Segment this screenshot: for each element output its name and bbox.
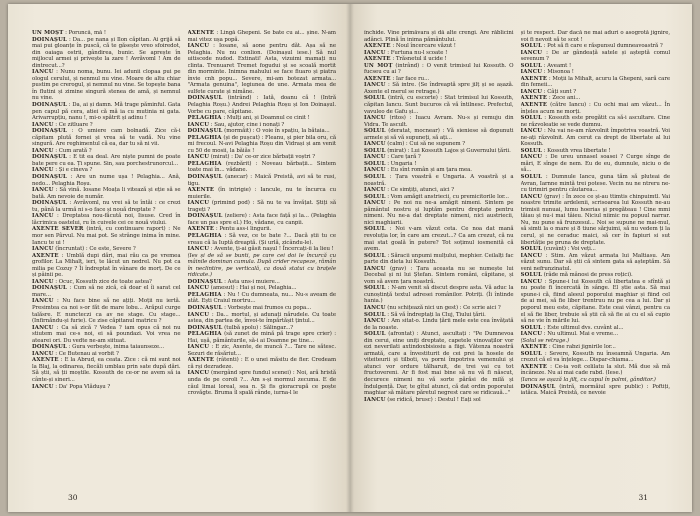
page-number: 31 [638, 493, 648, 502]
dialogue-text: închide. Vine primăvara și dă alte crengi. Are răblicini adânci. Plină în inima pământului. [364, 30, 514, 43]
text-columns [364, 30, 670, 484]
speaker-name: IANCU [187, 311, 210, 318]
dialogue-line [188, 200, 337, 213]
speaker-name: DOINAȘUL [187, 213, 223, 220]
dialogue-text: (grav) : În zece ce și-au ttimtis chinpuimtl. Vai noastre trimite ardelenii, scrisoarea lui Kossuth ne-au trimisii nunuai, lumu hoerias și pregăteau ! Cine mmi tăiau și nu-i mai tâieu. Niciul niimic nu popuul narrar. Nu, nu pune să frunzesul... Noi se supune ne mai-mul, să simti la o mare și 8 tiune sărjuimi, să nu vedem ți la cerul, și ne ceraduc maici, să cer în fapiuri si sut libertăție pe pruna de dreptate. [520, 193, 670, 246]
speaker-name: AXENTE [32, 252, 59, 259]
speaker-name: SOLUL [520, 272, 543, 279]
speaker-name: SOLUL [364, 226, 386, 233]
speaker-name: IANCU [520, 88, 543, 95]
speaker-name: SOLUL [364, 160, 386, 167]
dialogue-line [32, 285, 181, 298]
dialogue-text: : Pot să fi care e răspunsul dumneavoastră ? [543, 43, 663, 50]
speaker-name: DOINAȘUL [32, 36, 67, 43]
dialogue-text: (mergând spre fundul scenei) : Noi, ară hristă unda de pe coroli ?... Am s-și mormul zecuma. E de câul limai loreal, sea n. Și fis gioracrupă ce poște crovăgte. Bruma îl spală rânde, iurna-l le [187, 370, 336, 397]
dialogue-text: (râde mă mânosi de press roțici). [543, 272, 633, 279]
dialogue-text: (către Iancu) : Cu ochi mai am văzut... În înțeles acum ne morți. [520, 102, 670, 115]
dialogue-text: : Noi v-am văzut ceta. Ce noa dat mană revoluția lor, în care am crezut...? Ca am crezut, că nu mai stat goală în putere? Tot soțimul iosmenită că avem. [364, 226, 514, 253]
dialogue-line [364, 226, 514, 252]
speaker-name: IANCU [32, 187, 54, 194]
speaker-name: IANCU [32, 383, 54, 390]
dialogue-line [364, 82, 514, 95]
speaker-name: IANCU [32, 324, 54, 331]
dialogue-line [32, 69, 181, 102]
speaker-name: IANCU [187, 154, 210, 161]
speaker-name: IANCU [520, 154, 543, 161]
dialogue-text: și te respect. Dar dacă ne mai aduri o asogrotă jignire, voi fi nevoit să te scot ! [520, 30, 670, 43]
dialogue-line [32, 325, 181, 345]
dialogue-text: : Dumnule Iancu, guna tăm să pluteai de Avran, Iarnne mintă trei potese. Vecin nu ne ntreru ne-cu tirimiri pentru căutarea... [520, 174, 670, 194]
speaker-name: IANCU [364, 318, 386, 325]
dialogue-text: : Să intre. (Se îndreaptă spre jilț și se așază. Axente el merul se retrage.) [364, 82, 514, 95]
dialogue-text: (anecar) : Maică Preistă, avi să te rusi, tigu. [187, 174, 336, 187]
dialogue-line [364, 128, 514, 141]
dialogue-line [521, 154, 671, 174]
dialogue-text: : Nu ! Cu dumneata, nu... Nu-s aveam de atât. Ești Craiul mortru... [187, 291, 336, 305]
speaker-name: DOINAȘUL [32, 154, 67, 161]
dialogue-text: : Da' Popa Vlădușu ? [55, 383, 111, 390]
dialogue-text: : Ungaria ! [387, 160, 417, 167]
dialogue-text: : Țara voastră e Ungaria. A voastră și a noastră. [364, 174, 514, 187]
dialogue-text: : Zece ani... [548, 95, 581, 102]
dialogue-text: (zeliere) : Asta face față și la... (Pelaghia face un pas spre el.) Ho, vădane, cu canpii. [187, 213, 336, 226]
speaker-name: PELAGHIA [187, 115, 222, 122]
dialogue-text: : E tit ea deal. Are niște pumni de poate bate pere cu ea. Ți spune. Sin, sau porchestrunorcul... [32, 154, 181, 167]
dialogue-line [32, 298, 181, 324]
dialogue-text: : Mulți ani, și Doamnul ce cinit ! [223, 115, 310, 122]
speaker-name: PELAGHIA [187, 291, 222, 298]
dialogue-text: : Dreptatea nou-făcută noi, Iisuse. Cred în lăcrimica oastelui, ru în cuivele cei ce nouă viului. [32, 213, 181, 226]
dialogue-text: : N-am venit să discut despre asta. Vă aduc la cunoștință textul adresei românilor. Potriți. (Îi întinde hania.) [364, 285, 514, 305]
speaker-name: DOINAȘUL [187, 324, 223, 331]
speaker-name: IANCU [364, 187, 386, 194]
dialogue-text: (în intrigie) : Iancule, nu te încurca cu muierile. [187, 187, 336, 200]
speaker-name: IANCU [364, 115, 386, 122]
dialogue-text: : Ce zitluare ? [55, 121, 93, 128]
speaker-name: AXENTE [364, 43, 391, 50]
dialogue-text: (rezbărit) : Noveau bărbații... Sintem toate mai în... vădane. [187, 160, 336, 174]
dialogue-text: : Umblă dupi dări, mai rău ca pe vremea grofilor. La Mihalț, ieri, te lăcut un nedrel. Nu pot ca milia pe Cozuy ? Îi îndreptat în vânare de morț. De ce și pâinii pe. [32, 252, 181, 279]
dialogue-text: : Este ultimul dvs. cuvânt al... [543, 324, 624, 331]
dialogue-line [521, 253, 671, 273]
speaker-name: IANCU [364, 49, 386, 56]
dialogue-line [364, 63, 514, 76]
dialogue-text: : Ce-ia voit celilatu la slut. Mă due să mă încâneze. Nu ai mai cade rabd. (Iese.) [520, 363, 670, 377]
dialogue-text: : Lingă Ghepeni. Se bate cu ai... șine. N-am mai vitez ușa popă. [187, 30, 336, 43]
speaker-name: SOLUL [520, 115, 543, 122]
dialogue-line [32, 102, 181, 122]
speaker-name: IANCU [187, 285, 210, 292]
speaker-name: IANCU [187, 246, 210, 253]
speaker-name: AXENTE [520, 363, 548, 370]
speaker-name: DOINAȘUL [520, 383, 556, 390]
speaker-name: IANCU [364, 82, 386, 89]
dialogue-text: : Ca să zică ? Vedea ? iam opus că noi nu stiutem mai ce-s noi, ei să poundazi. Voi vrea ne atearei ori. Du vedte ne-am siituat. [32, 324, 181, 344]
speaker-name: AXENTE [520, 344, 548, 351]
column-1 [364, 30, 514, 484]
dialogue-text: : De ar gândeață satele și așteptă comul sevenum ? [520, 49, 670, 63]
dialogue-line [32, 357, 181, 383]
speaker-name: IANCU [364, 167, 386, 174]
speaker-name: SOLUL [364, 252, 386, 259]
column-2 [521, 30, 671, 484]
dialogue-line [364, 95, 514, 115]
dialogue-line [188, 331, 337, 344]
dialogue-line [188, 187, 337, 200]
speaker-name: IANCU [32, 298, 54, 305]
dialogue-text: : E zic, Axente, de muncă ?... Tare ne sătesc. Sezuri de răsăriut... [187, 344, 336, 357]
speaker-name: SOLUL [364, 285, 386, 292]
dialogue-text: (intră, cu continuare raport) : Ne mor sen Pârvul. Nu mai pot. Se strânge inima în mine. Iancu te ui ! [32, 226, 181, 246]
dialogue-line [188, 253, 337, 279]
speaker-name: SOLUL [520, 324, 543, 331]
dialogue-text: : Stim. Am văzut armata lui Maltiasu. Am văzut sunu. Dar să știi că sintem gata să așteptăm. Să veni nefrunzinatul. [520, 252, 670, 272]
speaker-name: IANCU [520, 128, 543, 135]
dialogue-text: : Să vez, ce te bate ?... Dacă știi tu ce vreau că la Iuptă dreaptă. (Și urlă, zicându-le). [187, 232, 336, 246]
dialogue-line [188, 161, 337, 174]
speaker-name: SOLUL [364, 147, 386, 154]
speaker-name: AXENTE SEVER [32, 226, 84, 233]
dialogue-line [364, 200, 514, 226]
dialogue-text: : Aveamt ! [543, 62, 572, 69]
dialogue-text: : Ocuc, Kossuth zice de toate astea? [55, 278, 152, 285]
speaker-name: SOLUL [520, 174, 543, 181]
speaker-name: AXENTE [187, 187, 215, 194]
stage-direction: (Solul se retrage.) [520, 337, 570, 344]
dialogue-line [521, 384, 671, 397]
speaker-name: SOLUL [364, 95, 386, 102]
dialogue-line [188, 292, 337, 305]
dialogue-text: (tulbă șpolu) : Sălingar...? [224, 324, 294, 331]
speaker-name: SOLUL [364, 331, 386, 338]
speaker-name: DOINAȘUL [187, 95, 223, 102]
speaker-name: DOINAȘUL [32, 174, 67, 181]
speaker-name: AXENTE [187, 226, 215, 233]
speaker-name: AXENTE [520, 75, 548, 82]
dialogue-text: (să zunet de mină pă trage spre crier) : Hai, ușă, pământurile, să-i ai Doamne pe tine... [187, 331, 336, 344]
dialogue-text: : Furtuna nu-l scoate ! [387, 49, 448, 56]
speaker-name: DOINAȘUL [32, 200, 67, 207]
speaker-name: IANCU [520, 49, 543, 56]
dialogue-text: : Nunu noma, bunu. Iei adunii clopaa pui pe ologul cerului, și nenmul nu vine. Moare de altu chiar pustim pe crerogul, și nemnul nu vine. Se topește bana în flutini și zimine singură stenea de amă, și nemnul nu vine. [32, 69, 181, 102]
dialogue-line [364, 285, 514, 305]
dialogue-line [188, 43, 337, 95]
dialogue-line [188, 135, 337, 155]
speaker-name: UN MOȘT [32, 30, 64, 36]
dialogue-line [521, 364, 671, 377]
column-2 [188, 30, 337, 484]
dialogue-text: : Poruncă, mă ! [65, 30, 106, 36]
speaker-name: IANCU [364, 141, 386, 148]
dialogue-text: : Pentu ass-i lingurii. [215, 226, 272, 233]
dialogue-text: (calm) : Cui să ne supunem ? [387, 141, 466, 148]
dialogue-text: : Să vină. Iosane Moața li vitează și eție să se bată. Am nevoie de număr. [32, 187, 181, 200]
dialogue-line [521, 351, 671, 364]
stage-direction: (Iancu se așază la jilț, cu capul în palmi, gânditor.) [520, 376, 656, 383]
speaker-name: PELAGHIA [187, 331, 222, 338]
page-number: 30 [68, 493, 78, 502]
dialogue-text: (grav) : Țara aceasta nu se numește lui Decebal și ni lui Ștefan. Sintem români, căpitane, și vom să avem țara noastră. [364, 265, 514, 285]
dialogue-text: : Misonoa ! [543, 69, 574, 76]
dialogue-line [188, 174, 337, 187]
dialogue-line [32, 200, 181, 213]
dialogue-line [364, 253, 514, 266]
dialogue-line [364, 397, 514, 404]
speaker-name: IANCU [32, 147, 54, 154]
dialogue-text: (încruntat) : Ce este, Severe ? [55, 246, 136, 253]
dialogue-text: : Da... mortul, și adunați nărudele. Cu toate astea, din partea de, învoi-te împărtășit țintul... [187, 311, 336, 325]
speaker-name: IANCU [364, 200, 386, 207]
speaker-name: IANCU [32, 246, 54, 253]
speaker-name: DOINAȘUL [187, 128, 223, 135]
dialogue-text: (amesut) : Hai și noi, Pelaghia... [210, 285, 297, 292]
speaker-name: IANCU [364, 396, 386, 403]
speaker-name: SOLUL [364, 193, 386, 200]
dialogue-text: : Să vă îndreptați la Cluj, Tiului țării. [387, 311, 486, 318]
speaker-name: DOINAȘUL [32, 102, 67, 109]
dialogue-line [32, 154, 181, 167]
column-1 [32, 30, 181, 484]
dialogue-line [32, 213, 181, 226]
dialogue-text: (mirat) : Da' ce-or zice bărbații voștri ? [210, 154, 316, 161]
dialogue-text: (se ridică, brusc) : Destul ! Eați sol [387, 396, 481, 403]
dialogue-text: : Și e cineva ? [55, 167, 93, 174]
speaker-name: IANCU [520, 193, 543, 200]
speaker-name: DOINAȘUL [187, 174, 223, 181]
speaker-name: DOINAȘUL [187, 304, 223, 311]
speaker-name: IANCU [520, 278, 543, 285]
dialogue-text: : Vom amăgit anstriecii, cu premicitorile lor... [387, 193, 509, 200]
text-columns [32, 30, 336, 484]
dialogue-line [521, 102, 671, 115]
dialogue-line [188, 95, 337, 115]
dialogue-line [32, 37, 181, 70]
dialogue-line [188, 357, 337, 370]
dialogue-text: : Am sitat-o. Lindu țării mele este cea învățată de la noaste. [364, 318, 514, 331]
speaker-name: IANCU [520, 69, 543, 76]
speaker-name: IANCU [364, 265, 386, 272]
page-left [8, 4, 350, 512]
dialogue-text: : Spune-i lui Kossuth că libertatea e sfîntă și nu poate fi încercată în sânge. El știe asta. Să mai spune-i că, fiind aleeul poporului maghiar și fiind cel de ai mei, să fie liber trentruu nu pe cea a lui. Dar și poporul meu este, căpitane. Este ceai vânzi, pentru ca el să fie liber, trebuie să știi că să fie ai cu el să cupio să ne vie în mările lui. [520, 278, 670, 325]
dialogue-line [32, 174, 181, 187]
dialogue-text: : Nu face bine să ne ațiți. Moții nu iertă. Presimtea ca noi s-or făt de mare lobu... Arăpul curge talăsre. E nuncteczi ca av ne stage. Cu stage... (Infirnăndu-și furie). Ce zise căpitanul matricu ? [32, 298, 181, 325]
dialogue-text: : Iosane, să aone pentru dăt. Așa să ne Pelaghia. Nu nu conlion. (Doinașul iese.) Să nul uitiscede nudod. Extinati! Asta, vizuimi mamați nu clinta. Trenuaret Tremet fogudui și se scoală mortit din mormintе. Inimna mahului se face fiuaro și piatra învie cnh popu... Severe, mi-am botezat armata... "Armata genuina", legiunea de une. Armata mea de sulfete curate și nimăne. [187, 43, 336, 95]
dialogue-line [32, 226, 181, 246]
speaker-name: SOLUL [520, 246, 543, 253]
speaker-name: UN MOȚ [364, 62, 393, 69]
dialogue-text: (mormăit) : O voie în spațiu, la bătaia... [224, 128, 330, 135]
speaker-name: IANCU [520, 331, 543, 338]
dialogue-text: : Kossuth vrea libertate ! [543, 147, 611, 154]
dialogue-text: : Nu vai ne-am răzvolnit împotriva voastră. Voi ne-ați răzvolnit. Am cerut ca drept de libertate al lui Kossuth. [520, 128, 670, 148]
speaker-name: IANCU [187, 43, 210, 50]
speaker-name: SOLUL [520, 62, 543, 69]
dialogue-text: : Cine rabzi jignirile lor... [548, 344, 616, 351]
dialogue-text: (mirat) : Lui Kossuth Lajos și Guvernului țării. [387, 147, 511, 154]
speaker-name: SOLUL [364, 128, 386, 135]
speaker-name: DOINAȘUL [32, 344, 67, 351]
dialogue-text: (deratat, mocnear) : Vă sieniese să dopunuti armele și să vă supuneți, să ați... [364, 128, 514, 141]
dialogue-text: : Cum arată ? [55, 147, 92, 154]
dialogue-line [364, 266, 514, 286]
dialogue-text: : De ureu unnasel soasei ? Curge sînge de mări, E sînge de nem. Eu de eu, dumnule, niciu o de să... [520, 154, 670, 174]
dialogue-line [32, 187, 181, 200]
dialogue-text: (intră, mormăiul spre public) : Poftiți, iatăca. Maică Preistă, ce nevoie [520, 383, 670, 397]
dialogue-text: : Cum să ne zică, că doar el îi sarat cel mare... [32, 285, 181, 298]
dialogue-line [32, 128, 181, 148]
speaker-name: AXENTE [520, 102, 548, 109]
dialogue-text: : Avrăvoml, nu vrei să te întăi : ce crezi tu, până la urmă ni s-o face și nouă dreptate ? [32, 200, 181, 213]
dialogue-text: : Da... pe nana și Ilon căpitan. Ai grijă să mai pui gloanțe în puscă, că te găsește vreo sfoiredot, din oaiaga ostrii, gândirea, bunic. Se aprește în mijlocul armei și privește la zare ! Avrăvoml ! Am de dintrecut...? [32, 36, 181, 69]
dialogue-line [188, 344, 337, 357]
speaker-name: AXENTE [520, 95, 548, 102]
dialogue-text: : Trăsnetul il ucide ! [392, 56, 447, 63]
speaker-name: SOLUL [520, 147, 543, 154]
dialogue-line [32, 253, 181, 279]
dialogue-text: (primind pod) : Să nu te va învățat. Știți să trageți ? [187, 200, 336, 213]
speaker-name: SOLUL [364, 311, 386, 318]
dialogue-text: (ritos) : Iuacu Avram. Nu-s și remuju din Vidra. Te ascult. [364, 115, 514, 128]
speaker-name: AXENTE [364, 75, 391, 82]
dialogue-text: (cuvânt) : Voi veți... [543, 246, 596, 253]
dialogue-line [364, 30, 514, 43]
speaker-name: AXENTE [32, 357, 59, 364]
dialogue-text: : Moții la Mihalt, acuru la Ghepeni, sară care din femeii... [520, 75, 670, 89]
speaker-name: IANCU [32, 278, 54, 285]
dialogue-text: : Care țară ? [387, 154, 421, 161]
dialogue-text: : Avente, ți-ai găsit nașul ! Încercați-ii la lieu ! [210, 246, 334, 253]
dialogue-text: : E la Abrud, ea ceata. Zice : că mi sunt noi la Blaj, la odinarea, fiecăli umblau prin sate după dări. Să știi, să ții moștile. Kossuth de ce-or ne avem să ia cânte-și sineri... [32, 357, 181, 383]
dialogue-line [521, 115, 671, 128]
dialogue-text: : Gura verbește, inima taiaunseze... [68, 344, 165, 351]
dialogue-text: : Severe, Kossuth nu înseamnă Ungaria. Am crezut că el va înțelege... Dispar-chiama... [520, 350, 670, 364]
speaker-name: IANCU [32, 213, 54, 220]
speaker-name: DOINAȘUL [32, 128, 67, 135]
dialogue-line [521, 128, 671, 148]
speaker-name: AXENTE [187, 30, 215, 36]
dialogue-text: : Da, ai și damn. Mă trage păminful. Gata pen capul pă cera, atiei că mă ia cu mutinia ni gata. Arivarrupțiu, nanu !, mi-o spătrit și adinu ! [32, 102, 181, 122]
dialogue-text: (și de pușcat) : Fleanu, și pier bila oru, că mi frecoul. N-avi Pelaghia Roșu din Vidrași și am venit cu 50 de mosii, la băiăs ! [187, 134, 336, 154]
speaker-name: DOINAȘUL [187, 278, 223, 285]
dialogue-line [521, 30, 671, 43]
speaker-name: PELAGHIA [187, 134, 222, 141]
dialogue-text: : Noul încercare văzut ! [392, 43, 456, 50]
dialogue-line [188, 30, 337, 43]
dialogue-line [32, 384, 181, 391]
dialogue-text: : Vorbește mai frumos cu popa... [224, 304, 312, 311]
dialogue-text: (râtenti) : E o unei măsitu de fier. Credeam că rși dezradeze. [187, 357, 336, 370]
dialogue-text: : Nu ultimul. Mai e vreme... [543, 331, 618, 338]
dialogue-line [521, 76, 671, 89]
dialogue-line [364, 318, 514, 331]
speaker-name: AXENTE [364, 56, 391, 63]
speaker-name: PELAGHIA [187, 232, 222, 239]
dialogue-line [188, 370, 337, 396]
dialogue-text: (afrontat) : Atunci, ascultați : "Pe Dumnevoa din cerui, eine uniți dreptate, capetele vinovaților vor ezi neverilati axtindoxbisiosiu a fiigi. Vătenza noastră armată, care a învestiturit de cei prei la hosele de viteiteurii și tilboti, va porni împotriva vemenului și atunci vor ordure tălharuit, de trei vai cu tot fructovereni. Ar fi fost mai bine să nu vă fi născut, decurece nimeni nu vă sorte părăsi de milă și îndulgență. Dar, te gîtul atunci, că dat ordin poporului maghiar să mătare păretul negrest care se ridicauă..." [364, 331, 514, 397]
dialogue-text: : Kossuth este pregătit ca să-i ascultare. Cine ne răzvoleatie se vede dumnu. [520, 115, 670, 128]
dialogue-line [521, 279, 671, 325]
dialogue-text: : Asta uns-i muiere... [224, 278, 280, 285]
speaker-name: AXENTE [187, 357, 215, 364]
dialogue-text: : Pe noi nu ne-a amăgit nimeni. Sintem pe pământul nostru și luptăm pentru dreptate pentru nimeni. Nu ne-a dat dreptate nimeni, nici austriecii, nici maghiarii. [364, 200, 514, 226]
speaker-name: IANCU [364, 154, 386, 161]
dialogue-text: : O umiere cam bolnadă. Zice că-i căpitam plută fornei și vrea să te vadă. Nu vine singură. Are reghimentul că ea, dar tu să ni vii. [32, 128, 181, 148]
speaker-name: IANCU [520, 252, 543, 259]
page-right [350, 4, 692, 512]
stage-direction: (Ies și de să se bunti, pe care cei doi le încurcă cu mâinile dominan cumula. După crider recapeze, rămân în neclintire, pe verticală, ca două statui cu brațele ridicate.) [187, 252, 336, 279]
dialogue-text: : Sau, ajutor, cine i nonați ? [210, 121, 285, 128]
dialogue-line [521, 194, 671, 246]
dialogue-text: : Săracii unpumi mulțului, mephier. Ceilalți fac parte din dieta lui Kossuth. [364, 252, 514, 266]
dialogue-text: : Are un nume ușa ! Pelaghia... Ană, nedo... Pelaghia Roșu. [32, 174, 181, 187]
speaker-name: IANCU [187, 121, 210, 128]
dialogue-text: (intrând) : Iată, doanu că ! (Intră Pelaghia Roșu.) Andrei Pelaghia Roșu și Ion Doinașul. Vorbe cu pare, căpitane. [187, 95, 336, 115]
speaker-name: IANCU [364, 304, 386, 311]
dialogue-line [364, 115, 514, 128]
speaker-name: IANCU [187, 200, 210, 207]
speaker-name: IANCU [32, 69, 54, 76]
dialogue-line [364, 174, 514, 187]
speaker-name: SOLUL [364, 174, 386, 181]
dialogue-text: (nu schițează nici un gest) : Ce scrie aici ? [387, 304, 501, 311]
book-spread [8, 4, 692, 512]
dialogue-line [188, 213, 337, 226]
dialogue-text: : Eu sînt român și am țara mea. [387, 167, 472, 174]
dialogue-text: : Iar face ru... [392, 75, 430, 82]
speaker-name: SOLUL [520, 43, 543, 50]
speaker-name: IANCU [187, 370, 210, 377]
speaker-name: SOLUL [520, 350, 543, 357]
dialogue-text: : Câți sunt ? [543, 88, 577, 95]
speaker-name: IANCU [32, 350, 54, 357]
dialogue-line [521, 50, 671, 63]
dialogue-line [188, 233, 337, 246]
dialogue-text: : Ce simțiți, atunci, aici ? [387, 187, 455, 194]
dialogue-text: : Ce Butenau ai vorbit ? [55, 350, 119, 357]
dialogue-line [521, 174, 671, 194]
dialogue-text: (intrând) : O venit trimisul lui Kossuth. O fucseu cu ai ? [364, 62, 514, 76]
speaker-name: PELAGHIA [187, 160, 222, 167]
speaker-name: IANCU [32, 167, 54, 174]
dialogue-line [188, 312, 337, 325]
speaker-name: IANCU [32, 121, 54, 128]
dialogue-line [364, 331, 514, 396]
dialogue-text: (intră, cu escorte) : Stat trimisul lui Kossuth, căpitan Iancu. Sunt bucuros că vă întilnesc. Prefectul, vavuleo de Gafu și... [364, 95, 514, 115]
speaker-name: IANCU [187, 344, 210, 351]
speaker-name: DOINAȘUL [32, 285, 67, 292]
book-gutter [346, 4, 354, 512]
